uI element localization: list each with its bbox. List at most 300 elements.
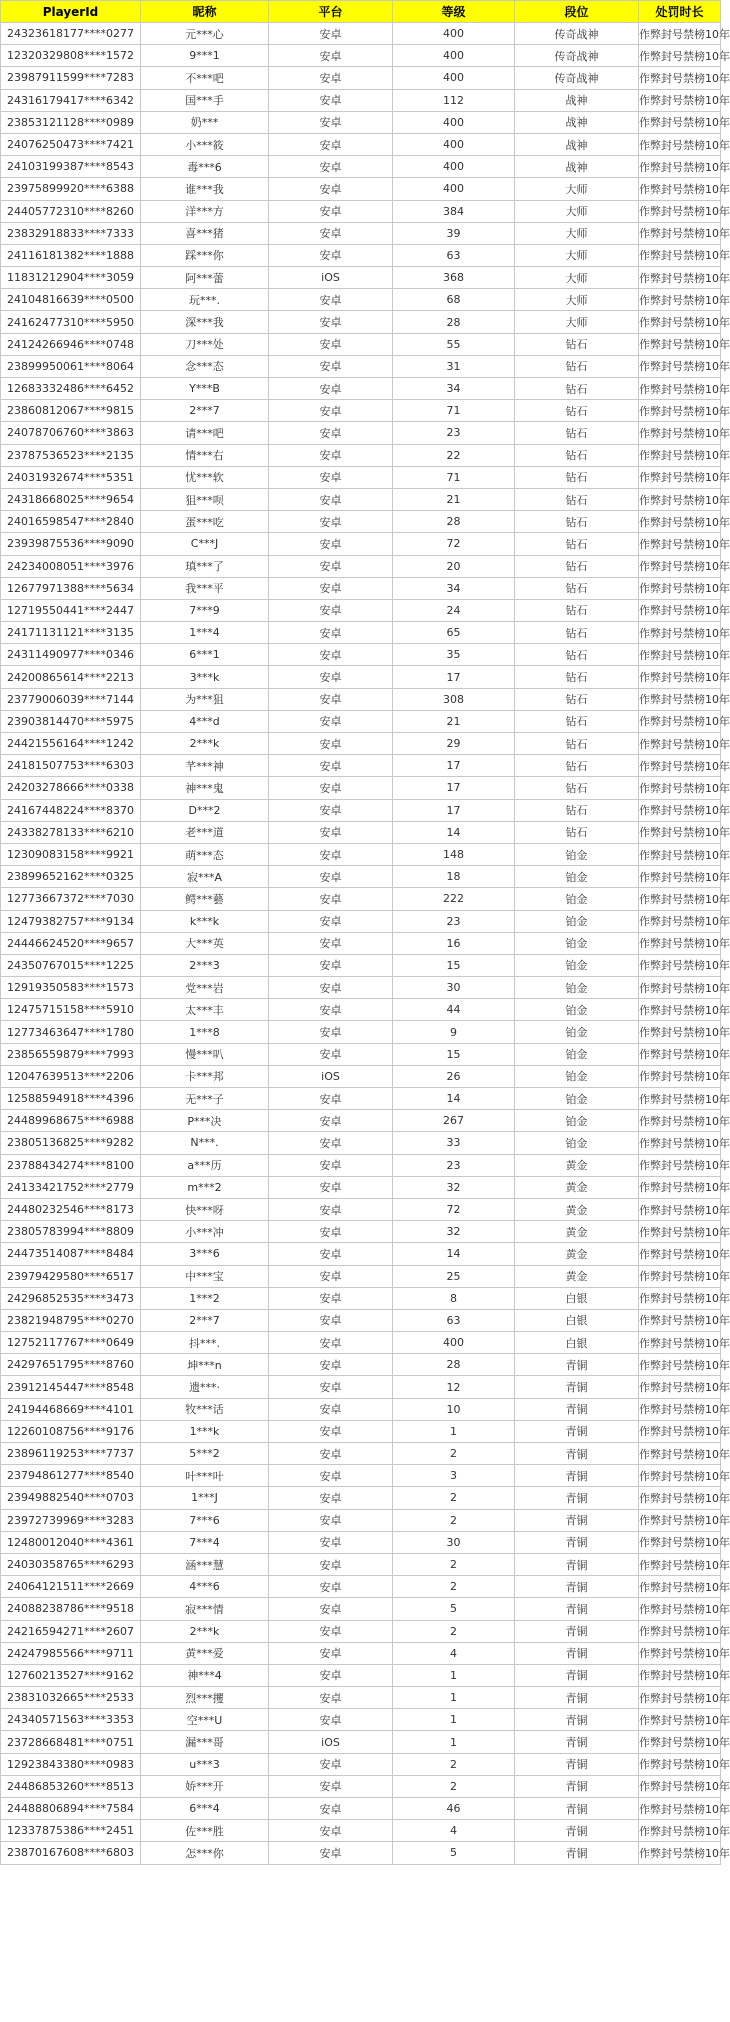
level-cell: 17 xyxy=(393,799,515,821)
nickname-cell: 寂***情 xyxy=(141,1598,269,1620)
level-cell: 1 xyxy=(393,1420,515,1442)
penalty-duration-cell: 作弊封号禁榜10年 xyxy=(639,23,721,45)
platform-cell: 安卓 xyxy=(269,422,393,444)
platform-cell: 安卓 xyxy=(269,133,393,155)
table-row xyxy=(1,111,721,133)
tier-cell: 黄金 xyxy=(515,1198,639,1220)
table-row xyxy=(1,755,721,777)
player-id-cell: 23728668481****0751 xyxy=(1,1731,141,1753)
table-row xyxy=(1,1132,721,1154)
penalty-duration-cell: 作弊封号禁榜10年 xyxy=(639,777,721,799)
player-id-cell: 12260108756****9176 xyxy=(1,1420,141,1442)
table-row xyxy=(1,444,721,466)
nickname-cell: 3***k xyxy=(141,666,269,688)
table-row xyxy=(1,533,721,555)
level-cell: 308 xyxy=(393,688,515,710)
player-id-cell: 23912145447****8548 xyxy=(1,1376,141,1398)
table-row xyxy=(1,200,721,222)
penalty-duration-cell: 作弊封号禁榜10年 xyxy=(639,311,721,333)
player-id-cell: 23899950061****8064 xyxy=(1,355,141,377)
nickname-cell: 神***鬼 xyxy=(141,777,269,799)
table-row xyxy=(1,1398,721,1420)
nickname-cell: 小***筱 xyxy=(141,133,269,155)
platform-cell: 安卓 xyxy=(269,1198,393,1220)
tier-cell: 钻石 xyxy=(515,622,639,644)
level-cell: 33 xyxy=(393,1132,515,1154)
penalty-duration-cell: 作弊封号禁榜10年 xyxy=(639,1642,721,1664)
level-cell: 2 xyxy=(393,1775,515,1797)
tier-cell: 青铜 xyxy=(515,1598,639,1620)
player-id-cell: 12752117767****0649 xyxy=(1,1332,141,1354)
player-id-cell: 12677971388****5634 xyxy=(1,577,141,599)
level-cell: 1 xyxy=(393,1664,515,1686)
level-cell: 34 xyxy=(393,378,515,400)
nickname-cell: 瑱***了 xyxy=(141,555,269,577)
nickname-cell: 叶***叶 xyxy=(141,1465,269,1487)
table-row xyxy=(1,599,721,621)
tier-cell: 钻石 xyxy=(515,488,639,510)
platform-cell: iOS xyxy=(269,1065,393,1087)
header-tier: 段位 xyxy=(515,1,639,23)
nickname-cell: 神***4 xyxy=(141,1664,269,1686)
player-id-cell: 24116181382****1888 xyxy=(1,244,141,266)
platform-cell: 安卓 xyxy=(269,222,393,244)
nickname-cell: 6***1 xyxy=(141,644,269,666)
level-cell: 46 xyxy=(393,1798,515,1820)
table-row xyxy=(1,1332,721,1354)
player-id-cell: 24133421752****2779 xyxy=(1,1176,141,1198)
tier-cell: 黄金 xyxy=(515,1243,639,1265)
platform-cell: 安卓 xyxy=(269,1287,393,1309)
player-id-cell: 12719550441****2447 xyxy=(1,599,141,621)
tier-cell: 钻石 xyxy=(515,777,639,799)
tier-cell: 铂金 xyxy=(515,910,639,932)
platform-cell: 安卓 xyxy=(269,888,393,910)
tier-cell: 青铜 xyxy=(515,1509,639,1531)
tier-cell: 青铜 xyxy=(515,1731,639,1753)
table-row xyxy=(1,1198,721,1220)
penalty-duration-cell: 作弊封号禁榜10年 xyxy=(639,533,721,555)
level-cell: 22 xyxy=(393,444,515,466)
tier-cell: 铂金 xyxy=(515,1110,639,1132)
penalty-duration-cell: 作弊封号禁榜10年 xyxy=(639,932,721,954)
tier-cell: 钻石 xyxy=(515,821,639,843)
player-id-cell: 12320329808****1572 xyxy=(1,45,141,67)
level-cell: 63 xyxy=(393,1309,515,1331)
tier-cell: 青铜 xyxy=(515,1642,639,1664)
table-row xyxy=(1,488,721,510)
table-row xyxy=(1,1309,721,1331)
tier-cell: 青铜 xyxy=(515,1354,639,1376)
platform-cell: 安卓 xyxy=(269,1553,393,1575)
penalty-duration-cell: 作弊封号禁榜10年 xyxy=(639,1043,721,1065)
platform-cell: 安卓 xyxy=(269,1842,393,1864)
table-row xyxy=(1,1775,721,1797)
nickname-cell: C***J xyxy=(141,533,269,555)
table-row xyxy=(1,577,721,599)
platform-cell: 安卓 xyxy=(269,1309,393,1331)
nickname-cell: 7***9 xyxy=(141,599,269,621)
platform-cell: 安卓 xyxy=(269,1132,393,1154)
platform-cell: 安卓 xyxy=(269,244,393,266)
penalty-duration-cell: 作弊封号禁榜10年 xyxy=(639,622,721,644)
nickname-cell: 刀***处 xyxy=(141,333,269,355)
player-id-cell: 23987911599****7283 xyxy=(1,67,141,89)
penalty-duration-cell: 作弊封号禁榜10年 xyxy=(639,45,721,67)
platform-cell: 安卓 xyxy=(269,999,393,1021)
penalty-duration-cell: 作弊封号禁榜10年 xyxy=(639,866,721,888)
player-id-cell: 23939875536****9090 xyxy=(1,533,141,555)
tier-cell: 青铜 xyxy=(515,1687,639,1709)
table-row xyxy=(1,1531,721,1553)
tier-cell: 大师 xyxy=(515,200,639,222)
penalty-duration-cell: 作弊封号禁榜10年 xyxy=(639,1287,721,1309)
player-id-cell: 12337875386****2451 xyxy=(1,1820,141,1842)
table-row xyxy=(1,1021,721,1043)
nickname-cell: 漏***哥 xyxy=(141,1731,269,1753)
player-id-cell: 24405772310****8260 xyxy=(1,200,141,222)
nickname-cell: a***历 xyxy=(141,1154,269,1176)
penalty-duration-cell: 作弊封号禁榜10年 xyxy=(639,1531,721,1553)
nickname-cell: 7***6 xyxy=(141,1509,269,1531)
table-row xyxy=(1,1265,721,1287)
platform-cell: 安卓 xyxy=(269,1531,393,1553)
player-id-cell: 24488806894****7584 xyxy=(1,1798,141,1820)
table-row xyxy=(1,1620,721,1642)
penalty-duration-cell: 作弊封号禁榜10年 xyxy=(639,222,721,244)
player-id-cell: 24194468669****4101 xyxy=(1,1398,141,1420)
table-row xyxy=(1,511,721,533)
platform-cell: 安卓 xyxy=(269,1509,393,1531)
platform-cell: 安卓 xyxy=(269,910,393,932)
nickname-cell: 烈***攫 xyxy=(141,1687,269,1709)
level-cell: 21 xyxy=(393,710,515,732)
level-cell: 400 xyxy=(393,23,515,45)
penalty-duration-cell: 作弊封号禁榜10年 xyxy=(639,1065,721,1087)
platform-cell: 安卓 xyxy=(269,333,393,355)
level-cell: 8 xyxy=(393,1287,515,1309)
level-cell: 24 xyxy=(393,599,515,621)
player-id-cell: 11831212904****3059 xyxy=(1,267,141,289)
level-cell: 39 xyxy=(393,222,515,244)
tier-cell: 钻石 xyxy=(515,555,639,577)
nickname-cell: 坤***n xyxy=(141,1354,269,1376)
penalty-duration-cell: 作弊封号禁榜10年 xyxy=(639,1509,721,1531)
penalty-duration-cell: 作弊封号禁榜10年 xyxy=(639,1553,721,1575)
player-id-cell: 24311490977****0346 xyxy=(1,644,141,666)
penalty-duration-cell: 作弊封号禁榜10年 xyxy=(639,1221,721,1243)
nickname-cell: u***3 xyxy=(141,1753,269,1775)
nickname-cell: 芊***神 xyxy=(141,755,269,777)
tier-cell: 战神 xyxy=(515,89,639,111)
platform-cell: 安卓 xyxy=(269,710,393,732)
level-cell: 44 xyxy=(393,999,515,1021)
penalty-duration-cell: 作弊封号禁榜10年 xyxy=(639,333,721,355)
penalty-duration-cell: 作弊封号禁榜10年 xyxy=(639,999,721,1021)
platform-cell: 安卓 xyxy=(269,1798,393,1820)
tier-cell: 青铜 xyxy=(515,1443,639,1465)
table-row xyxy=(1,777,721,799)
penalty-duration-cell: 作弊封号禁榜10年 xyxy=(639,1465,721,1487)
penalty-duration-cell: 作弊封号禁榜10年 xyxy=(639,1332,721,1354)
platform-cell: 安卓 xyxy=(269,1088,393,1110)
nickname-cell: N***. xyxy=(141,1132,269,1154)
level-cell: 72 xyxy=(393,533,515,555)
platform-cell: 安卓 xyxy=(269,866,393,888)
level-cell: 222 xyxy=(393,888,515,910)
nickname-cell: 太***丰 xyxy=(141,999,269,1021)
platform-cell: 安卓 xyxy=(269,1376,393,1398)
tier-cell: 大师 xyxy=(515,244,639,266)
table-row xyxy=(1,688,721,710)
tier-cell: 钻石 xyxy=(515,666,639,688)
penalty-duration-cell: 作弊封号禁榜10年 xyxy=(639,888,721,910)
platform-cell: iOS xyxy=(269,267,393,289)
platform-cell: 安卓 xyxy=(269,1243,393,1265)
nickname-cell: 谁***我 xyxy=(141,178,269,200)
header-row xyxy=(1,1,721,23)
tier-cell: 青铜 xyxy=(515,1576,639,1598)
penalty-duration-cell: 作弊封号禁榜10年 xyxy=(639,1820,721,1842)
table-row xyxy=(1,1420,721,1442)
platform-cell: 安卓 xyxy=(269,1687,393,1709)
table-body xyxy=(1,23,730,1865)
tier-cell: 黄金 xyxy=(515,1154,639,1176)
tier-cell: 白银 xyxy=(515,1309,639,1331)
tier-cell: 大师 xyxy=(515,311,639,333)
platform-cell: 安卓 xyxy=(269,733,393,755)
nickname-cell: 不***吧 xyxy=(141,67,269,89)
nickname-cell: 3***6 xyxy=(141,1243,269,1265)
penalty-duration-cell: 作弊封号禁榜10年 xyxy=(639,733,721,755)
tier-cell: 大师 xyxy=(515,289,639,311)
platform-cell: 安卓 xyxy=(269,622,393,644)
level-cell: 55 xyxy=(393,333,515,355)
platform-cell: 安卓 xyxy=(269,111,393,133)
platform-cell: 安卓 xyxy=(269,1642,393,1664)
tier-cell: 黄金 xyxy=(515,1221,639,1243)
tier-cell: 钻石 xyxy=(515,799,639,821)
table-row xyxy=(1,666,721,688)
level-cell: 32 xyxy=(393,1176,515,1198)
player-id-cell: 23821948795****0270 xyxy=(1,1309,141,1331)
nickname-cell: 大***英 xyxy=(141,932,269,954)
tier-cell: 铂金 xyxy=(515,1043,639,1065)
platform-cell: 安卓 xyxy=(269,1398,393,1420)
level-cell: 29 xyxy=(393,733,515,755)
tier-cell: 青铜 xyxy=(515,1465,639,1487)
player-id-cell: 24338278133****6210 xyxy=(1,821,141,843)
penalty-duration-cell: 作弊封号禁榜10年 xyxy=(639,1354,721,1376)
player-id-cell: 24162477310****5950 xyxy=(1,311,141,333)
penalty-duration-cell: 作弊封号禁榜10年 xyxy=(639,1664,721,1686)
nickname-cell: k***k xyxy=(141,910,269,932)
tier-cell: 铂金 xyxy=(515,977,639,999)
platform-cell: 安卓 xyxy=(269,444,393,466)
platform-cell: 安卓 xyxy=(269,799,393,821)
nickname-cell: 请***吧 xyxy=(141,422,269,444)
platform-cell: 安卓 xyxy=(269,1110,393,1132)
player-id-cell: 23856559879****7993 xyxy=(1,1043,141,1065)
tier-cell: 钻石 xyxy=(515,333,639,355)
penalty-duration-cell: 作弊封号禁榜10年 xyxy=(639,1487,721,1509)
platform-cell: 安卓 xyxy=(269,1487,393,1509)
penalty-duration-cell: 作弊封号禁榜10年 xyxy=(639,1775,721,1797)
tier-cell: 铂金 xyxy=(515,888,639,910)
tier-cell: 钻石 xyxy=(515,733,639,755)
nickname-cell: 2***3 xyxy=(141,954,269,976)
level-cell: 26 xyxy=(393,1065,515,1087)
penalty-duration-cell: 作弊封号禁榜10年 xyxy=(639,466,721,488)
platform-cell: 安卓 xyxy=(269,67,393,89)
platform-cell: 安卓 xyxy=(269,555,393,577)
penalty-duration-cell: 作弊封号禁榜10年 xyxy=(639,599,721,621)
level-cell: 400 xyxy=(393,133,515,155)
player-id-cell: 23794861277****8540 xyxy=(1,1465,141,1487)
penalty-duration-cell: 作弊封号禁榜10年 xyxy=(639,1576,721,1598)
player-id-cell: 12047639513****2206 xyxy=(1,1065,141,1087)
penalty-duration-cell: 作弊封号禁榜10年 xyxy=(639,644,721,666)
penalty-duration-cell: 作弊封号禁榜10年 xyxy=(639,378,721,400)
table-row xyxy=(1,1176,721,1198)
player-id-cell: 12475715158****5910 xyxy=(1,999,141,1021)
tier-cell: 青铜 xyxy=(515,1620,639,1642)
tier-cell: 钻石 xyxy=(515,533,639,555)
player-id-cell: 23805136825****9282 xyxy=(1,1132,141,1154)
penalty-duration-cell: 作弊封号禁榜10年 xyxy=(639,843,721,865)
nickname-cell: 国***手 xyxy=(141,89,269,111)
nickname-cell: D***2 xyxy=(141,799,269,821)
level-cell: 15 xyxy=(393,1043,515,1065)
table-row xyxy=(1,910,721,932)
platform-cell: 安卓 xyxy=(269,289,393,311)
nickname-cell: 寂***A xyxy=(141,866,269,888)
player-id-cell: 24323618177****0277 xyxy=(1,23,141,45)
tier-cell: 青铜 xyxy=(515,1664,639,1686)
level-cell: 1 xyxy=(393,1709,515,1731)
level-cell: 72 xyxy=(393,1198,515,1220)
penalty-duration-cell: 作弊封号禁榜10年 xyxy=(639,1088,721,1110)
table-row xyxy=(1,1110,721,1132)
player-id-cell: 23779006039****7144 xyxy=(1,688,141,710)
platform-cell: 安卓 xyxy=(269,577,393,599)
level-cell: 63 xyxy=(393,244,515,266)
penalty-duration-cell: 作弊封号禁榜10年 xyxy=(639,89,721,111)
table-row xyxy=(1,133,721,155)
nickname-cell: 7***4 xyxy=(141,1531,269,1553)
player-id-cell: 24486853260****8513 xyxy=(1,1775,141,1797)
nickname-cell: P***决 xyxy=(141,1110,269,1132)
penalty-duration-cell: 作弊封号禁榜10年 xyxy=(639,1731,721,1753)
penalty-duration-cell: 作弊封号禁榜10年 xyxy=(639,755,721,777)
tier-cell: 钻石 xyxy=(515,511,639,533)
level-cell: 9 xyxy=(393,1021,515,1043)
player-id-cell: 24446624520****9657 xyxy=(1,932,141,954)
penalty-duration-cell: 作弊封号禁榜10年 xyxy=(639,156,721,178)
table-row xyxy=(1,1576,721,1598)
tier-cell: 铂金 xyxy=(515,954,639,976)
penalty-duration-cell: 作弊封号禁榜10年 xyxy=(639,511,721,533)
nickname-cell: 5***2 xyxy=(141,1443,269,1465)
player-id-cell: 12309083158****9921 xyxy=(1,843,141,865)
level-cell: 30 xyxy=(393,977,515,999)
nickname-cell: 忧***软 xyxy=(141,466,269,488)
penalty-duration-cell: 作弊封号禁榜10年 xyxy=(639,1132,721,1154)
tier-cell: 钻石 xyxy=(515,688,639,710)
platform-cell: 安卓 xyxy=(269,1332,393,1354)
level-cell: 18 xyxy=(393,866,515,888)
penalty-duration-cell: 作弊封号禁榜10年 xyxy=(639,1198,721,1220)
player-id-cell: 24489968675****6988 xyxy=(1,1110,141,1132)
player-id-cell: 24296852535****3473 xyxy=(1,1287,141,1309)
player-id-cell: 23903814470****5975 xyxy=(1,710,141,732)
tier-cell: 青铜 xyxy=(515,1398,639,1420)
table-row xyxy=(1,1065,721,1087)
level-cell: 267 xyxy=(393,1110,515,1132)
tier-cell: 大师 xyxy=(515,178,639,200)
platform-cell: 安卓 xyxy=(269,488,393,510)
tier-cell: 铂金 xyxy=(515,932,639,954)
tier-cell: 钻石 xyxy=(515,599,639,621)
penalty-duration-cell: 作弊封号禁榜10年 xyxy=(639,1687,721,1709)
level-cell: 400 xyxy=(393,111,515,133)
table-row xyxy=(1,222,721,244)
player-id-cell: 23949882540****0703 xyxy=(1,1487,141,1509)
platform-cell: 安卓 xyxy=(269,1265,393,1287)
level-cell: 32 xyxy=(393,1221,515,1243)
player-id-cell: 23870167608****6803 xyxy=(1,1842,141,1864)
nickname-cell: 深***我 xyxy=(141,311,269,333)
table-row xyxy=(1,1354,721,1376)
penalty-duration-cell: 作弊封号禁榜10年 xyxy=(639,1398,721,1420)
player-id-cell: 12480012040****4361 xyxy=(1,1531,141,1553)
level-cell: 10 xyxy=(393,1398,515,1420)
table-row xyxy=(1,333,721,355)
nickname-cell: 2***7 xyxy=(141,400,269,422)
table-row xyxy=(1,888,721,910)
platform-cell: 安卓 xyxy=(269,1021,393,1043)
tier-cell: 传奇战神 xyxy=(515,23,639,45)
tier-cell: 钻石 xyxy=(515,755,639,777)
nickname-cell: 1***8 xyxy=(141,1021,269,1043)
nickname-cell: 无***子 xyxy=(141,1088,269,1110)
tier-cell: 铂金 xyxy=(515,1088,639,1110)
platform-cell: 安卓 xyxy=(269,1620,393,1642)
platform-cell: 安卓 xyxy=(269,200,393,222)
player-id-cell: 12919350583****1573 xyxy=(1,977,141,999)
platform-cell: 安卓 xyxy=(269,89,393,111)
table-row xyxy=(1,156,721,178)
nickname-cell: 2***k xyxy=(141,733,269,755)
player-id-cell: 24076250473****7421 xyxy=(1,133,141,155)
tier-cell: 大师 xyxy=(515,267,639,289)
penalty-duration-cell: 作弊封号禁榜10年 xyxy=(639,1154,721,1176)
level-cell: 1 xyxy=(393,1687,515,1709)
penalty-duration-cell: 作弊封号禁榜10年 xyxy=(639,400,721,422)
penalty-duration-cell: 作弊封号禁榜10年 xyxy=(639,555,721,577)
platform-cell: 安卓 xyxy=(269,1420,393,1442)
nickname-cell: 元***心 xyxy=(141,23,269,45)
level-cell: 23 xyxy=(393,422,515,444)
nickname-cell: 卡***邦 xyxy=(141,1065,269,1087)
penalty-duration-cell: 作弊封号禁榜10年 xyxy=(639,1798,721,1820)
penalty-duration-cell: 作弊封号禁榜10年 xyxy=(639,444,721,466)
platform-cell: 安卓 xyxy=(269,599,393,621)
level-cell: 14 xyxy=(393,821,515,843)
player-id-cell: 12773667372****7030 xyxy=(1,888,141,910)
penalty-duration-cell: 作弊封号禁榜10年 xyxy=(639,67,721,89)
penalty-duration-cell: 作弊封号禁榜10年 xyxy=(639,954,721,976)
